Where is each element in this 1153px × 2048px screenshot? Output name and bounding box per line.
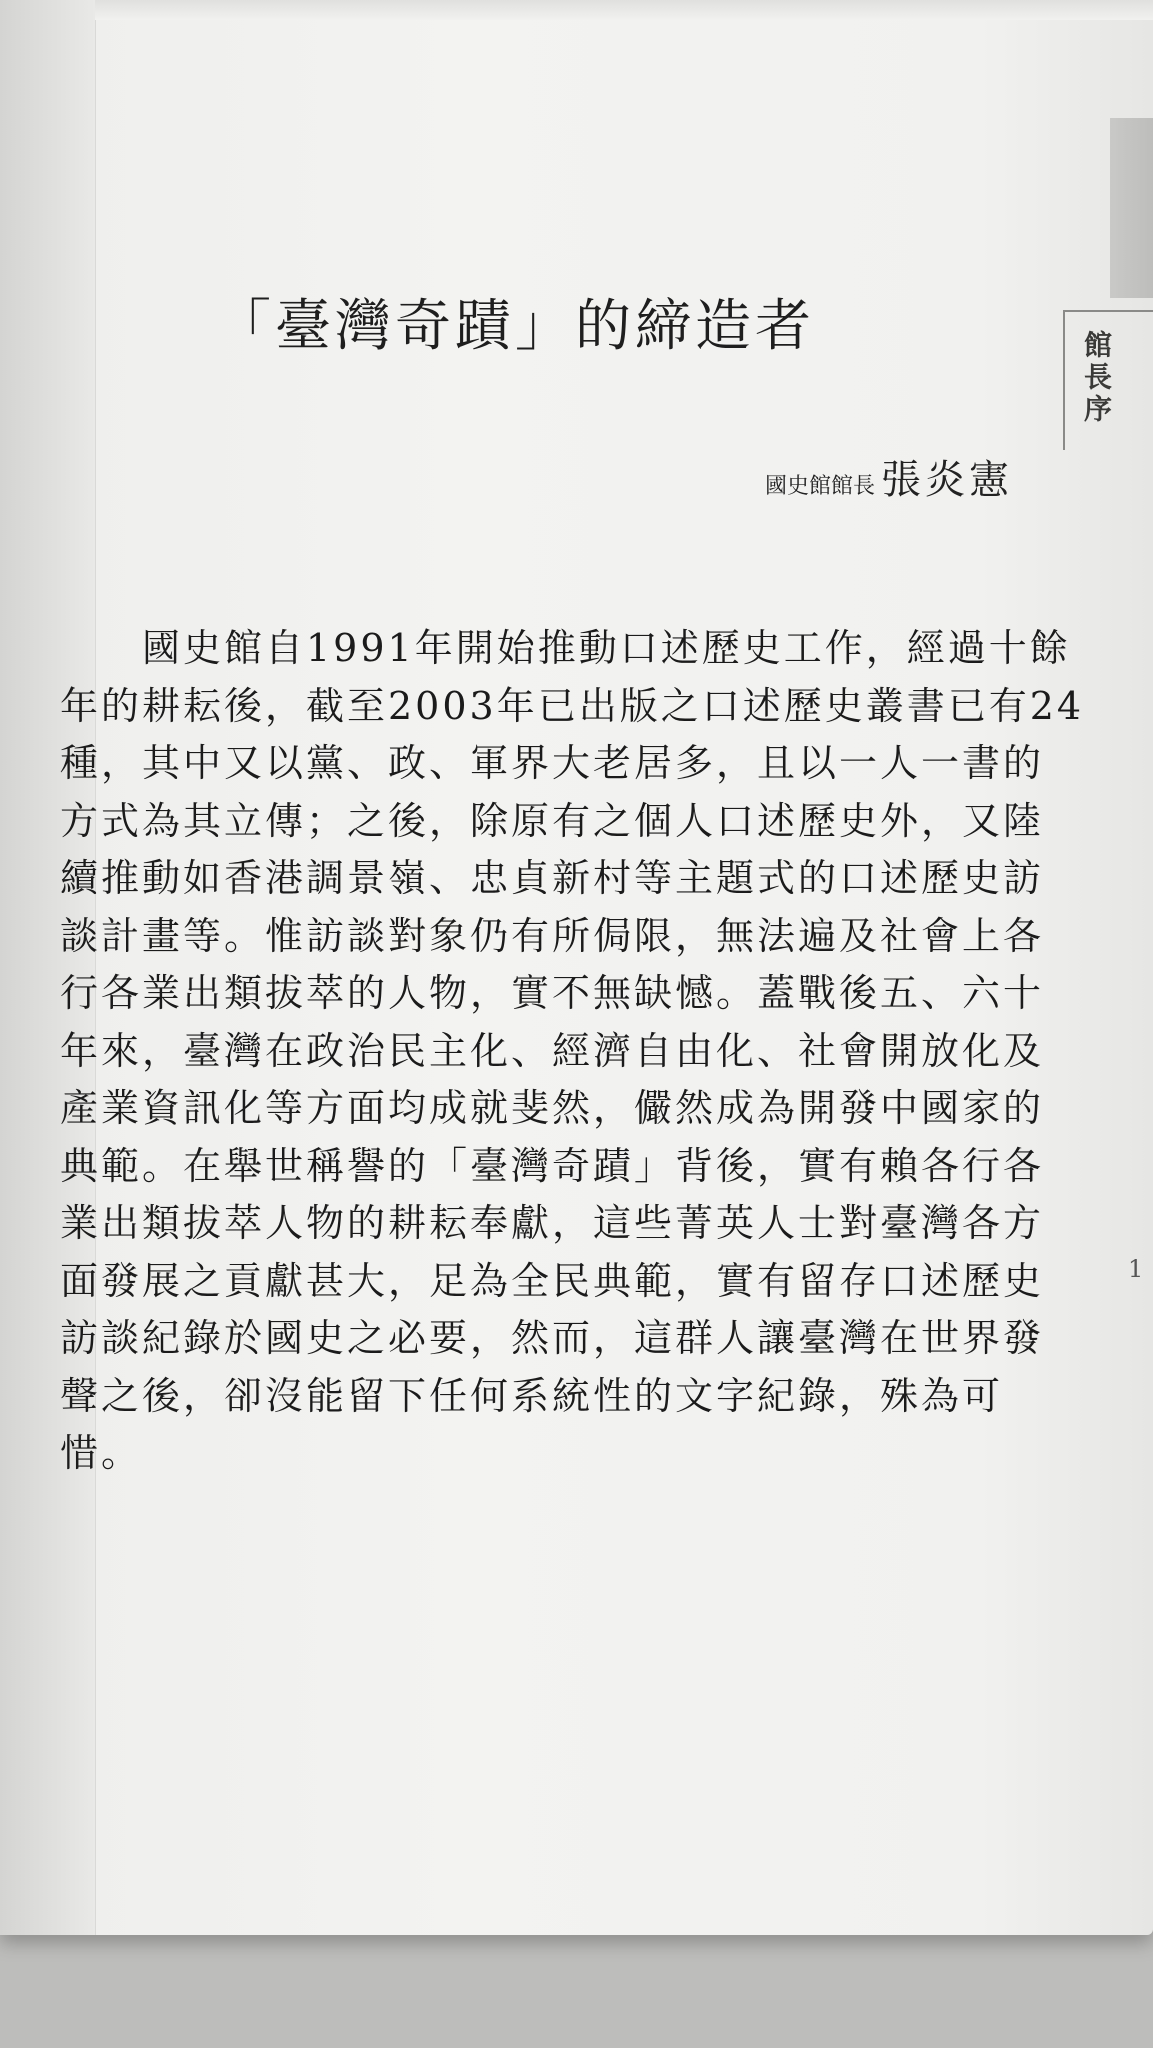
body-line: 行各業出類拔萃的人物，實不無缺憾。蓋戰後五、六十	[60, 971, 1045, 1015]
section-label: 館長序	[1080, 330, 1113, 426]
body-line: 惜。	[60, 1431, 143, 1475]
body-line: 年的耕耘後，截至2003年已出版之口述歷史叢書已有24	[60, 683, 1085, 728]
body-line: 年來，臺灣在政治民主化、經濟自由化、社會開放化及	[60, 1028, 1045, 1073]
page-top-strip	[95, 0, 1153, 20]
body-line: 聲之後，卻沒能留下任何系統性的文字紀錄，殊為可	[60, 1373, 1004, 1418]
body-line: 種，其中又以黨、政、軍界大老居多，且以一人一書的	[60, 741, 1045, 785]
body-line: 產業資訊化等方面均成就斐然，儼然成為開發中國家的	[60, 1086, 1045, 1130]
body-line: 業出類拔萃人物的耕耘奉獻，這些菁英人士對臺灣各方	[60, 1201, 1045, 1245]
body-line: 國史館自1991年開始推動口述歷史工作，經過十餘	[60, 626, 1071, 670]
side-rule	[1064, 310, 1153, 312]
byline-name: 張炎憲	[881, 457, 1014, 503]
right-tab-shadow	[1110, 118, 1153, 298]
body-line: 典範。在舉世稱譽的「臺灣奇蹟」背後，實有賴各行各	[60, 1143, 1045, 1188]
body-line: 談計畫等。惟訪談對象仍有所侷限，無法遍及社會上各	[60, 913, 1045, 958]
body-line: 方式為其立傳；之後，除原有之個人口述歷史外，又陸	[60, 798, 1045, 843]
side-rule-vertical	[1063, 310, 1065, 450]
article-title: 「臺灣奇蹟」的締造者	[215, 294, 815, 359]
article-body	[60, 620, 1085, 1483]
page-number: 1	[1128, 1255, 1144, 1283]
byline-role: 國史館館長	[765, 474, 876, 499]
body-line: 訪談紀錄於國史之必要，然而，這群人讓臺灣在世界發	[60, 1316, 1045, 1360]
body-line: 續推動如香港調景嶺、忠貞新村等主題式的口述歷史訪	[60, 856, 1045, 900]
byline	[765, 448, 1013, 505]
body-line: 面發展之貢獻甚大，足為全民典範，實有留存口述歷史	[60, 1258, 1045, 1303]
